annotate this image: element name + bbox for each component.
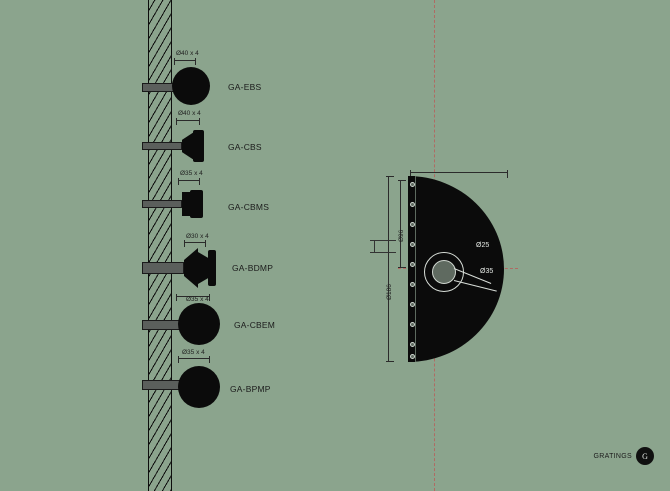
- anchor-shaft: [142, 380, 180, 390]
- extension-line: [370, 252, 396, 253]
- bolt-hole: [410, 302, 415, 307]
- dimension-line: [176, 120, 200, 121]
- anchor-head-disc: [178, 303, 220, 345]
- anchor-head-disc: [178, 366, 220, 408]
- anchor-head-cone: [184, 248, 198, 288]
- anchor-head-cap: [208, 250, 216, 286]
- extension-line: [374, 240, 375, 252]
- dimension-line: [184, 242, 206, 243]
- bolt-hole: [410, 322, 415, 327]
- bolt-hole: [410, 282, 415, 287]
- hole-inner-label: Ø35: [480, 268, 494, 275]
- anchor-shaft: [142, 320, 180, 330]
- anchor-shaft: [142, 142, 182, 150]
- bolt-hole: [410, 222, 415, 227]
- anchor-shaft: [142, 262, 184, 274]
- wall-hatch: [148, 0, 172, 491]
- plate-outer-height-text: Ø186: [386, 284, 393, 300]
- part-label: GA-BPMP: [230, 384, 271, 394]
- stamp-text: GRATINGS: [593, 452, 632, 460]
- bolt-hole: [410, 242, 415, 247]
- bolt-hole: [410, 262, 415, 267]
- plate-width-dimension: [410, 172, 508, 173]
- company-stamp: [594, 447, 654, 465]
- plate-detail: [408, 176, 518, 362]
- part-label: GA-EBS: [228, 82, 262, 92]
- plate-inner-height-dimension: [400, 180, 401, 268]
- part-label: GA-CBMS: [228, 202, 270, 212]
- bolt-hole: [410, 182, 415, 187]
- dimension-text: Ø35 x 4: [180, 170, 203, 177]
- anchor-head-disc: [172, 67, 210, 105]
- dimension-text: Ø35 x 4: [182, 349, 205, 356]
- bolt-hole: [410, 342, 415, 347]
- plate-outer-height-dimension: [388, 176, 389, 362]
- anchor-head-cap: [190, 190, 203, 218]
- part-label: GA-BDMP: [232, 263, 274, 273]
- bolt-hole: [410, 354, 415, 359]
- anchor-shaft: [142, 83, 174, 92]
- hole-outer-label: Ø25: [476, 242, 490, 249]
- dimension-line: [178, 180, 200, 181]
- anchor-shaft: [142, 200, 182, 208]
- part-label: GA-CBEM: [234, 320, 276, 330]
- stamp-logo: G: [636, 447, 654, 465]
- bolt-hole: [410, 202, 415, 207]
- plate-inner-height-text: Ø96: [398, 229, 405, 242]
- dimension-line: [174, 60, 196, 61]
- part-label: GA-CBS: [228, 142, 262, 152]
- dimension-text: Ø35 x 4: [186, 296, 209, 303]
- dimension-text: Ø30 x 4: [186, 233, 209, 240]
- dimension-text: Ø40 x 4: [176, 50, 199, 57]
- dimension-text: Ø40 x 4: [178, 110, 201, 117]
- anchor-head-cap: [193, 130, 204, 162]
- dimension-line: [178, 358, 210, 359]
- center-hole-core: [432, 260, 456, 284]
